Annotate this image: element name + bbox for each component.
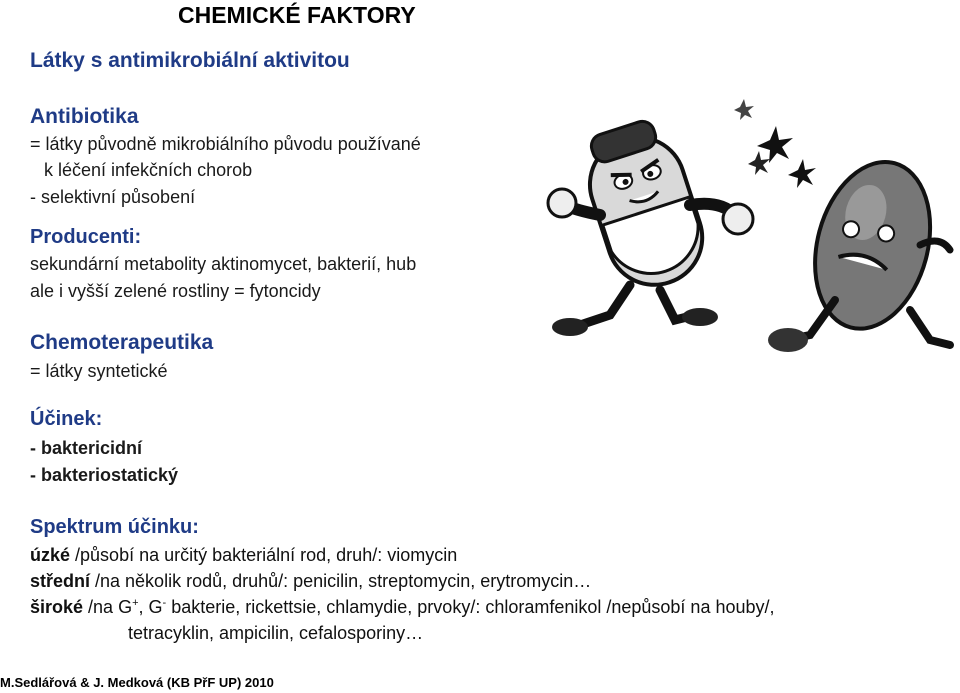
chemoterapeutika-heading: Chemoterapeutika	[30, 331, 214, 354]
antibiotika-line2: k léčení infekčních chorob	[44, 160, 253, 180]
producenti-line1: sekundární metabolity aktinomycet, bakterií, hub	[30, 254, 417, 274]
pill-punching-bacterium-icon	[540, 95, 955, 395]
spektrum-heading: Spektrum účinku:	[30, 516, 199, 538]
spektrum-siroke-continuation: tetracyklin, ampicilin, cefalosporiny…	[128, 623, 424, 643]
siroke-post: bakterie, rickettsie, chlamydie, prvoky/: chloramfenikol /nepůsobí na houby/,	[166, 597, 775, 617]
uzke-label: úzké	[30, 545, 71, 565]
antibiotika-line1: = látky původně mikrobiálního původu používané	[30, 134, 421, 154]
uzke-text: /působí na určitý bakteriální rod, druh/: viomycin	[70, 545, 458, 565]
spektrum-stredni-line	[30, 571, 591, 592]
antibiotika-heading: Antibiotika	[30, 105, 139, 128]
producenti-line2: ale i vyšší zelené rostliny = fytoncidy	[30, 281, 321, 301]
stredni-text: /na několik rodů, druhů/: penicilin, streptomycin, erytromycin…	[90, 571, 592, 591]
siroke-sup-minus: -	[162, 597, 167, 609]
siroke-mid: , G	[138, 597, 163, 617]
ucinek-heading: Účinek:	[30, 408, 103, 430]
spektrum-uzke-line	[30, 545, 457, 566]
producenti-heading: Producenti:	[30, 226, 142, 248]
subtitle: Látky s antimikrobiální aktivitou	[30, 49, 350, 72]
stredni-label: střední	[30, 571, 91, 591]
ucinek-item-baktericidni: - baktericidní	[30, 438, 143, 458]
footer-credit: M.Sedlářová & J. Medková (KB PřF UP) 2010	[0, 675, 274, 690]
page-title: CHEMICKÉ FAKTORY	[178, 2, 416, 28]
antibiotika-line3: - selektivní působení	[30, 187, 196, 207]
siroke-label: široké	[30, 597, 84, 617]
spektrum-siroke-line	[30, 597, 775, 618]
siroke-sup-plus: +	[132, 597, 139, 609]
chemoterapeutika-line1: = látky syntetické	[30, 361, 168, 381]
siroke-pre: /na G	[83, 597, 133, 617]
ucinek-item-bakteriostaticky: - bakteriostatický	[30, 465, 179, 485]
